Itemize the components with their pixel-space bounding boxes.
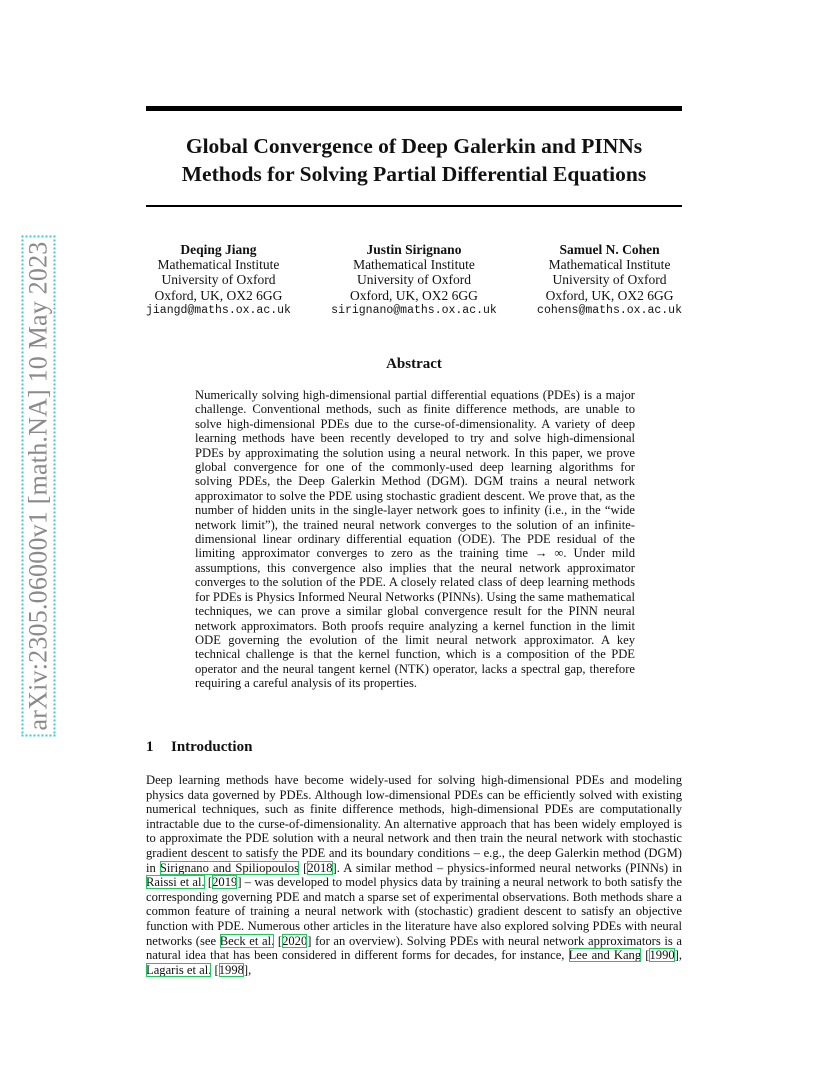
author-address: Oxford, UK, OX2 6GG	[154, 287, 283, 303]
intro-text-segment: – was developed to model physics data by training a neural network to both satisfy the corresponding governing PDE and match a sparse set of experimental observations. Both methods share a common feature of training a neural network with (stochastic) gradient descent to satisfy an objective function with PDE. Numerous other articles in the literature have also explored solving PDEs with neural networks (see	[146, 875, 682, 948]
author-email[interactable]: jiangd@maths.ox.ac.uk	[146, 303, 291, 317]
author-email[interactable]: cohens@maths.ox.ac.uk	[537, 303, 682, 317]
arxiv-stamp-text: arXiv:2305.06000v1 [math.NA] 10 May 2023	[21, 236, 55, 737]
intro-text-segment: ,	[248, 962, 252, 977]
section-title: Introduction	[171, 739, 253, 755]
author-institute: Mathematical Institute	[157, 257, 280, 273]
citation-year-link[interactable]: 2018	[307, 860, 333, 875]
author-block	[146, 242, 682, 318]
author-name: Samuel N. Cohen	[559, 242, 660, 257]
citation-year-link[interactable]: 1990	[649, 948, 675, 963]
section-number: 1	[146, 739, 154, 755]
intro-text-segment: Deep learning methods have become widely-used for solving high-dimensional PDEs and modeling physics data governed by PDEs. Although low-dimensional PDEs can be efficiently solved with existing numerical techniques, such as finite difference methods, high-dimensional PDEs are computationally intractable due to the curse-of-dimensionality. An alternative approach that has been widely employed is to approximate the PDE solution with a neural network and then train the neural network with stochastic gradient descent to satisfy the PDE and its boundary conditions – e.g., the deep Galerkin method (DGM) in	[146, 773, 682, 875]
author-university: University of Oxford	[552, 272, 667, 288]
intro-text-segment: for an overview). Solving PDEs with neural network approximators is a natural idea that has been considered in different forms for decades, for instance,	[146, 933, 683, 963]
author-card	[331, 242, 497, 318]
author-name: Deqing Jiang	[180, 242, 257, 257]
author-card	[537, 242, 682, 318]
abstract-body: Numerically solving high-dimensional partial differential equations (PDEs) is a major challenge. Conventional methods, such as finite difference methods, are unable to solve high-dimensional PDEs due to the curse-of-dimensionality. A variety of deep learning methods have been recently developed to try and solve high-dimensional PDEs by approximating the solution using a neural network. In this paper, we prove global convergence for one of the commonly-used deep learning algorithms for solving PDEs, the Deep Galerkin Method (DGM). DGM trains a neural network approximator to solve the PDE using stochastic gradient descent. We prove that, as the number of hidden units in the single-layer network goes to infinity (i.e., in the “wide network limit”), the trained neural network converges to the solution of an infinite-dimensional linear ordinary differential equation (ODE). The PDE residual of the limiting approximator converges to zero as the training time → ∞. Under mild assumptions, this convergence also implies that the neural network approximator converges to the solution of the PDE. A closely related class of deep learning methods for PDEs is Physics Informed Neural Networks (PINNs). Using the same mathematical techniques, we can prove a similar global convergence result for the PINN neural network approximators. Both proofs require analyzing a kernel function in the limit ODE governing the evolution of the limit neural network approximator. A key technical challenge is that the kernel function, which is a composition of the PDE operator and the neural tangent kernel (NTK) operator, lacks a spectral gap, therefore requiring a careful analysis of its properties.	[195, 388, 635, 691]
citation-link[interactable]: Beck et al.	[219, 933, 275, 948]
citation-year-link[interactable]: 2020	[282, 933, 308, 948]
title-line-2: Methods for Solving Partial Differential Equations	[181, 162, 647, 186]
citation-year-link[interactable]: 1998	[218, 962, 244, 977]
author-name: Justin Sirignano	[366, 242, 462, 257]
title-rule-bottom	[146, 205, 682, 207]
paper-title	[146, 132, 682, 188]
intro-text-segment: . A similar method – physics-informed neural networks (PINNs) in	[336, 860, 683, 875]
author-card	[146, 242, 291, 318]
author-address: Oxford, UK, OX2 6GG	[545, 287, 674, 303]
author-institute: Mathematical Institute	[353, 257, 475, 273]
title-line-1: Global Convergence of Deep Galerkin and PINNs	[185, 134, 643, 158]
title-rule-top	[146, 106, 682, 111]
author-institute: Mathematical Institute	[548, 257, 671, 273]
author-university: University of Oxford	[161, 272, 276, 288]
arxiv-side-stamp	[20, 222, 56, 750]
citation-year-link[interactable]: 2019	[212, 875, 238, 890]
introduction-paragraph: Deep learning methods have become widely-used for solving high-dimensional PDEs and modeling physics data governed by PDEs. Although low-dimensional PDEs can be efficiently solved with existing numerical techniques, such as finite difference methods, high-dimensional PDEs are computationally intractable due to the curse-of-dimensionality. An alternative approach that has been widely employed is to approximate the PDE solution with a neural network and then train the neural network with stochastic gradient descent to satisfy the PDE and its boundary conditions – e.g., the deep Galerkin method (DGM) in Sirignano and Spiliopoulos [2018]. A similar method – physics-informed neural networks (PINNs) in Raissi et al. [2019] – was developed to model physics data by training a neural network to both satisfy the corresponding governing PDE and match a sparse set of experimental observations. Both methods share a common feature of training a neural network with (stochastic) gradient descent to satisfy an objective function with PDE. Numerous other articles in the literature have also explored solving PDEs with neural networks (see Beck et al. [2020] for an overview). Solving PDEs with neural network approximators is a natural idea that has been considered in different forms for decades, for instance, Lee and Kang [1990], Lagaris et al. [1998],	[146, 773, 683, 977]
citation-link[interactable]: Lagaris et al.	[146, 962, 212, 977]
author-university: University of Oxford	[357, 272, 471, 288]
citation-link[interactable]: Raissi et al.	[146, 875, 205, 890]
author-address: Oxford, UK, OX2 6GG	[350, 287, 478, 303]
section-heading-introduction	[146, 739, 252, 756]
citation-link[interactable]: Lee and Kang	[568, 948, 642, 963]
author-email[interactable]: sirignano@maths.ox.ac.uk	[331, 303, 497, 317]
citation-link[interactable]: Sirignano and Spiliopoulos	[159, 860, 300, 875]
abstract-heading: Abstract	[386, 356, 442, 372]
